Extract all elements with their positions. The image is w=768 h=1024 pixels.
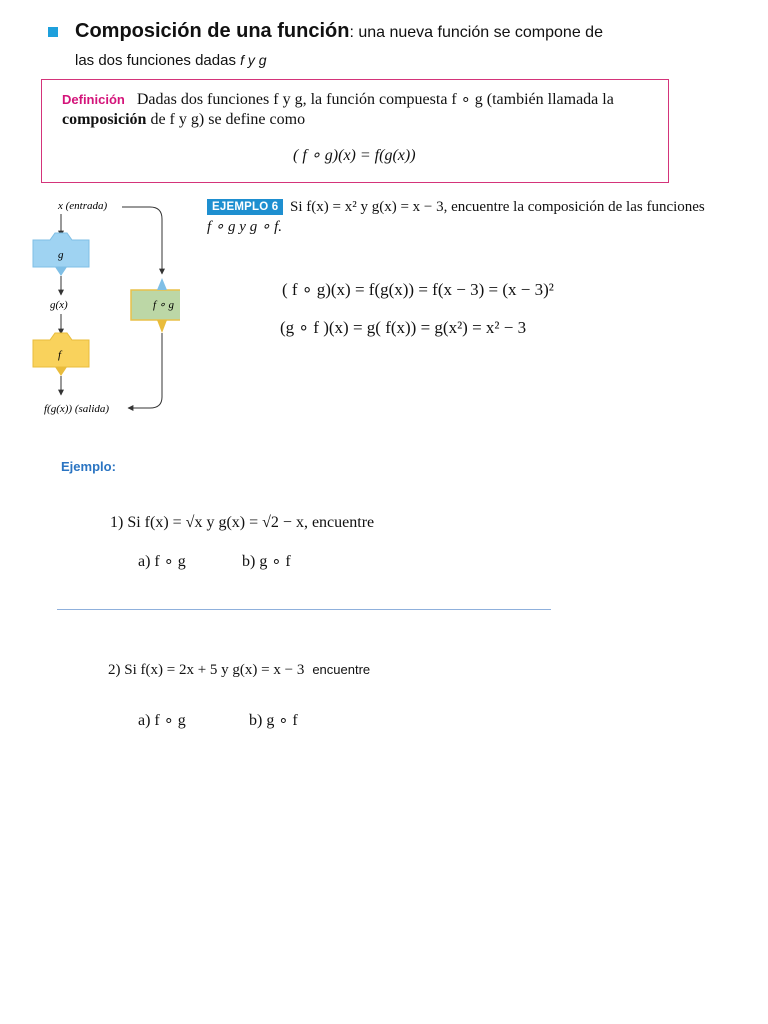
definition-line1 bbox=[62, 89, 614, 109]
title-line2-text: las dos funciones dadas bbox=[75, 52, 236, 69]
ejemplo-label: Ejemplo: bbox=[61, 459, 116, 474]
title-line2-vars: f y g bbox=[240, 52, 267, 68]
problem1-statement: 1) Si f(x) = √x y g(x) = √2 − x, encuentre bbox=[110, 514, 375, 531]
title-line2 bbox=[75, 52, 267, 69]
mid-label: g(x) bbox=[50, 299, 68, 311]
title-subtitle: : una nueva función se compone de bbox=[349, 24, 603, 41]
definition-label: Definición bbox=[62, 92, 125, 107]
bullet-square-icon bbox=[48, 27, 58, 37]
definition-line2-text: de f y g) se define como bbox=[146, 111, 306, 128]
arrow-fg-out bbox=[128, 333, 162, 408]
box-fg-label: f ∘ g bbox=[153, 299, 174, 311]
definition-line1-text: Dadas dos funciones f y g, la función compuesta f ∘ g (también llamada la bbox=[136, 91, 614, 108]
box-fg bbox=[131, 277, 180, 333]
box-f bbox=[33, 333, 89, 376]
arrow-fg-in bbox=[122, 207, 162, 274]
example6-equation1: ( f ∘ g)(x) = f(g(x)) = f(x − 3) = (x − 3)² bbox=[282, 280, 554, 299]
example6-text-line1: Si f(x) = x² y g(x) = x − 3, encuentre la composición de las funciones bbox=[290, 199, 705, 215]
example6-text-line2: f ∘ g y g ∘ f. bbox=[207, 219, 283, 235]
title-text: Composición de una función bbox=[75, 20, 350, 42]
problem2-statement-text: 2) Si f(x) = 2x + 5 y g(x) = x − 3 bbox=[108, 662, 305, 678]
definition-line2 bbox=[62, 111, 305, 129]
output-label: f(g(x)) (salida) bbox=[44, 403, 110, 415]
problem2-part-b: b) g ∘ f bbox=[249, 712, 298, 729]
problem1-part-a: a) f ∘ g bbox=[138, 553, 186, 570]
problem1-part-b: b) g ∘ f bbox=[242, 553, 291, 570]
section-divider bbox=[57, 609, 551, 610]
definition-formula: ( f ∘ g)(x) = f(g(x)) bbox=[293, 147, 416, 164]
problem2-part-a: a) f ∘ g bbox=[138, 712, 186, 729]
box-f-label: f bbox=[58, 349, 62, 361]
page-title bbox=[75, 20, 603, 43]
input-label: x (entrada) bbox=[58, 200, 108, 212]
problem2-statement bbox=[108, 662, 370, 679]
box-g-label: g bbox=[58, 249, 64, 261]
composition-diagram bbox=[20, 192, 180, 417]
box-g bbox=[33, 233, 89, 276]
example6-badge: EJEMPLO 6 bbox=[207, 199, 283, 215]
definition-bold-word: composición bbox=[62, 111, 147, 128]
problem2-encuentre: encuentre bbox=[312, 662, 371, 677]
example6-equation2: (g ∘ f )(x) = g( f(x)) = g(x²) = x² − 3 bbox=[280, 318, 527, 337]
